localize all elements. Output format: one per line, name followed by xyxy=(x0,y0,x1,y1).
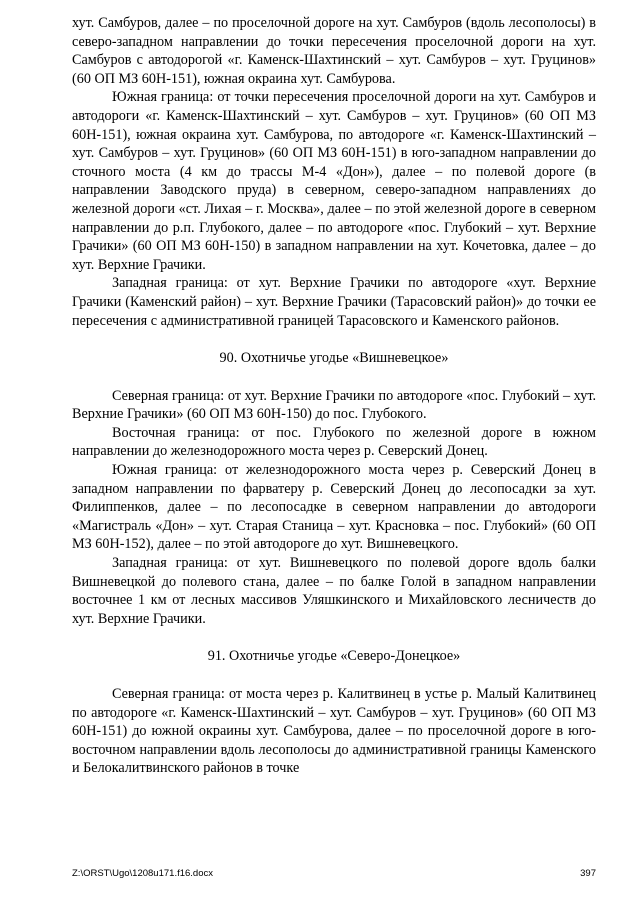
paragraph-south-border-90: Южная граница: от железнодорожного моста через р. Северский Донец в западном направлении по фарватеру р. Северский Донец до лесопосадки за хут. Филиппенков, далее – по лесопосадке в северном направлении до автодороги «Магистраль «Дон» – хут. Старая Станица – хут. Красновка – пос. Глубокий» (60 ОП МЗ 60Н-152), далее – по этой автодороге до хут. Вишневецкого. xyxy=(72,462,596,553)
paragraph-south-border: Южная граница: от точки пересечения проселочной дороги на хут. Самбуров и автодороги «г. Каменск-Шахтинский – хут. Самбуров – хут. Груцинов» (60 ОП МЗ 60Н-151), южная окраина хут. Самбурова, по автодороге «г. Каменск-Шахтинский – хут. Самбуров – хут. Груцинов» (60 ОП МЗ 60Н-151) в юго-западном направлении до сточного моста (4 км до трассы М-4 «Дон»), далее – по полевой дороге (в направлении Заводского пруда) в северном, северо-западном направлениях до железной дороги «ст. Лихая – г. Москва», далее – по этой железной дороге в северном направлении до р.п. Глубокого, далее – по автодороге «пос. Глубокий – хут. Верхние Грачики» (60 ОП МЗ 60Н-150) в западном направлении на хут. Кочетовка, далее – до хут. Верхние Грачики. xyxy=(72,89,596,273)
paragraph-west-border-90: Западная граница: от хут. Вишневецкого по полевой дороге вдоль балки Вишневецкой до полевого стана, далее – по балке Голой в западном направлении восточнее 1 км от лесных массивов Уляшкинского и Михайловского лесничеств до хут. Верхние Грачики. xyxy=(72,555,596,627)
paragraph-continuation: хут. Самбуров, далее – по проселочной дороге на хут. Самбуров (вдоль лесополосы) в северо-западном направлении до точки пересечения проселочной дороги на хут. Самбуров с автодорогой «г. Каменск-Шахтинский – хут. Самбуров – хут. Груцинов» (60 ОП МЗ 60Н-151), южная окраина хут. Самбурова. xyxy=(72,15,596,87)
paragraph-north-border-91: Северная граница: от моста через р. Калитвинец в устье р. Малый Калитвинец по автодороге «г. Каменск-Шахтинский – хут. Самбуров – хут. Груцинов» (60 ОП МЗ 60Н-151) до южной окраины хут. Самбурова, далее – по проселочной дороге в юго-восточном направлении вдоль лесополосы до административной границы Каменского и Белокалитвинского районов в точке xyxy=(72,686,596,777)
paragraph-north-border-90: Северная граница: от хут. Верхние Грачики по автодороге «пос. Глубокий – хут. Верхние Грачики» (60 ОП МЗ 60Н-150) до пос. Глубокого. xyxy=(72,387,596,423)
paragraph-east-border-90: Восточная граница: от пос. Глубокого по железной дороге в южном направлении до железнодорожного моста через р. Северский Донец. xyxy=(72,424,596,460)
paragraph-west-border: Западная граница: от хут. Верхние Грачики по автодороге «хут. Верхние Грачики (Каменский район) – хут. Верхние Грачики (Тарасовский район)» до точки ее пересечения с административной границей Тарасовского и Каменского районов. xyxy=(72,275,596,329)
section-heading-91: 91. Охотничье угодье «Северо-Донецкое» xyxy=(207,648,461,665)
footer-page-number: 397 xyxy=(580,868,596,879)
page-footer xyxy=(72,868,596,882)
document-page xyxy=(72,14,596,778)
section-heading-90: 90. Охотничье угодье «Вишневецкое» xyxy=(219,350,449,367)
footer-file-path: Z:\ORST\Ugo\1208u171.f16.docx xyxy=(72,868,213,879)
